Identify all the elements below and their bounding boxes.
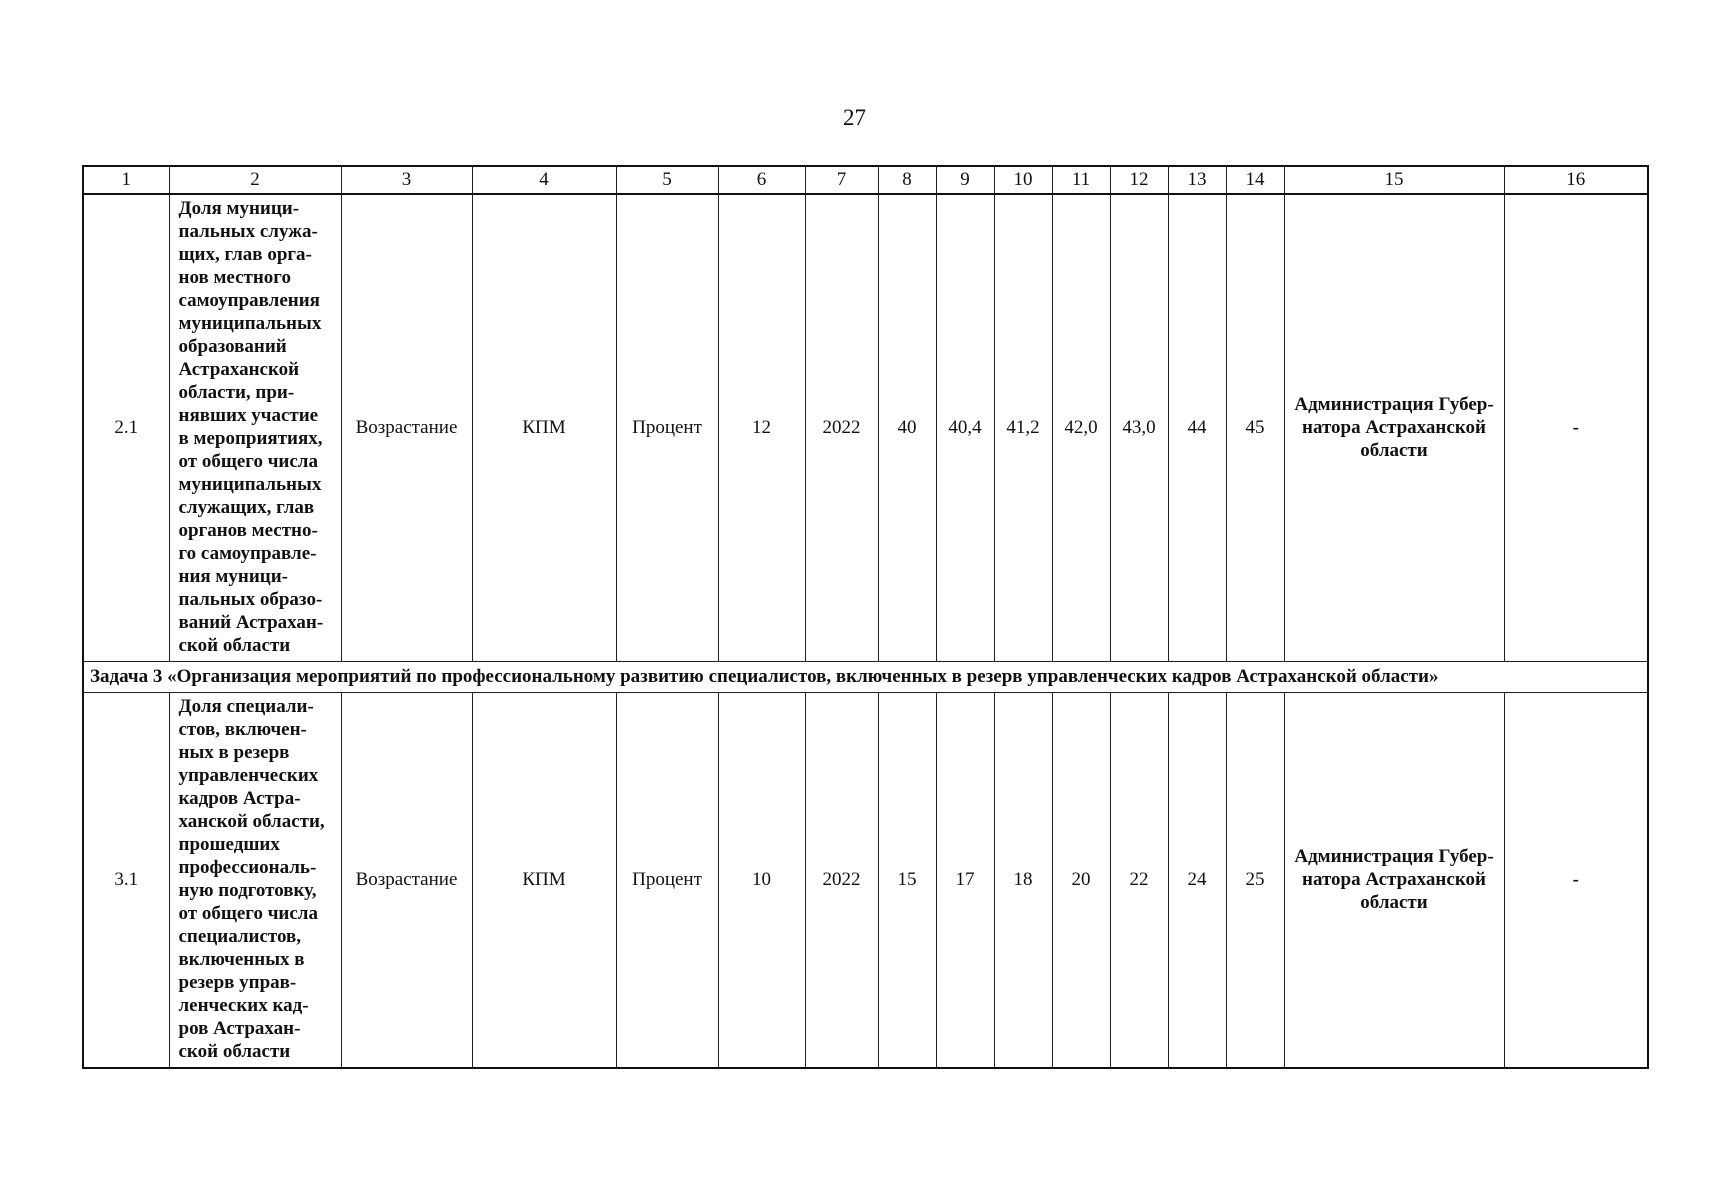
value-col-9: 17 [936,692,994,1068]
value-col-8: 15 [878,692,936,1068]
table-row-3-1 [83,692,1648,1068]
column-number: 2 [169,166,341,194]
responsible-body: Администрация Губер- натора Астраханской области [1284,194,1504,661]
task-3-row [83,661,1648,692]
page-number: 27 [843,105,866,130]
value-col-13: 24 [1168,692,1226,1068]
task-3-title: Задача 3 «Организация мероприятий по профессиональному развитию специалистов, включенных в резерв управленческих кадров Астраханской области» [83,661,1648,692]
column-number: 10 [994,166,1052,194]
value-col-12: 43,0 [1110,194,1168,661]
cell-col-16: - [1504,692,1648,1068]
value-col-8: 40 [878,194,936,661]
base-year: 2022 [805,194,878,661]
indicator-name: Доля специали- стов, включен- ных в резерв управленческих кадров Астра- ханской области, прошедших профессиональ- ную подготовку, от общего числа специалистов, включенных в резерв управ- ленческих кад- ров Астрахан- ской области [169,692,341,1068]
column-number: 9 [936,166,994,194]
table-row-2-1 [83,194,1648,661]
value-col-10: 41,2 [994,194,1052,661]
base-year: 2022 [805,692,878,1068]
column-number: 16 [1504,166,1648,194]
indicator-type: КПМ [472,692,616,1068]
trend-direction: Возрастание [341,692,472,1068]
column-number: 4 [472,166,616,194]
value-col-14: 25 [1226,692,1284,1068]
column-number: 1 [83,166,169,194]
column-number: 11 [1052,166,1110,194]
column-number: 5 [616,166,718,194]
column-number: 13 [1168,166,1226,194]
value-col-12: 22 [1110,692,1168,1068]
value-col-14: 45 [1226,194,1284,661]
cell-col-6: 12 [718,194,805,661]
value-col-11: 20 [1052,692,1110,1068]
column-number: 3 [341,166,472,194]
responsible-body: Администрация Губер- натора Астраханской области [1284,692,1504,1068]
indicators-table [82,165,1649,1069]
unit-of-measure: Процент [616,194,718,661]
column-number: 7 [805,166,878,194]
column-number: 15 [1284,166,1504,194]
cell-col-6: 10 [718,692,805,1068]
cell-col-16: - [1504,194,1648,661]
indicator-name: Доля муници- пальных служа- щих, глав орга- нов местного самоуправления муниципальных образований Астраханской области, при- нявших участие в мероприятиях, от общего числа муниципальных служащих, глав органов местно- го самоуправле- ния муници- пальных образо- ваний Астрахан- ской области [169,194,341,661]
column-number: 12 [1110,166,1168,194]
column-number: 8 [878,166,936,194]
column-number-row [83,166,1648,194]
value-col-10: 18 [994,692,1052,1068]
indicator-type: КПМ [472,194,616,661]
value-col-9: 40,4 [936,194,994,661]
column-number: 6 [718,166,805,194]
unit-of-measure: Процент [616,692,718,1068]
trend-direction: Возрастание [341,194,472,661]
row-number: 3.1 [83,692,169,1068]
value-col-11: 42,0 [1052,194,1110,661]
row-number: 2.1 [83,194,169,661]
column-number: 14 [1226,166,1284,194]
value-col-13: 44 [1168,194,1226,661]
